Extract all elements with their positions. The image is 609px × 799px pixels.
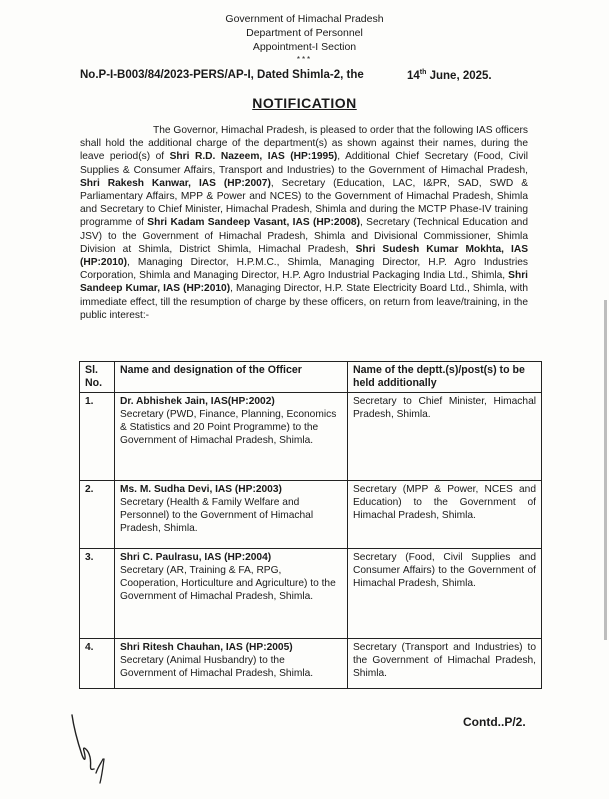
officer-designation: Secretary (AR, Training & FA, RPG, Cooperation, Horticulture and Agriculture) to the Government of Himachal Pradesh, Shimla. <box>120 565 336 602</box>
officer-designation: Secretary (PWD, Finance, Planning, Economics & Statistics and 20 Point Programme) to the Government of Himachal Pradesh, Shimla. <box>120 409 337 446</box>
row-sl: 4. <box>80 639 115 689</box>
officer-name: Ms. M. Sudha Devi, IAS (HP:2003) <box>120 484 282 495</box>
row-officer <box>115 393 348 481</box>
scan-edge-shadow <box>604 300 607 640</box>
table-header-row <box>80 362 542 393</box>
officer-name: Shri Ritesh Chauhan, IAS (HP:2005) <box>120 642 293 653</box>
header-stars: *** <box>296 55 313 64</box>
row-post: Secretary (Transport and Industries) to the Government of Himachal Pradesh, Shimla. <box>348 639 542 689</box>
row-officer <box>115 639 348 689</box>
row-sl: 1. <box>80 393 115 481</box>
table-row <box>80 481 542 549</box>
header-section: Appointment-I Section <box>252 41 357 53</box>
row-sl: 3. <box>80 549 115 639</box>
officer-designation: Secretary (Animal Husbandry) to the Government of Himachal Pradesh, Shimla. <box>120 655 314 679</box>
row-post: Secretary (MPP & Power, NCES and Education) to the Government of Himachal Pradesh, Shimla. <box>348 481 542 549</box>
table-row <box>80 393 542 481</box>
row-officer <box>115 481 348 549</box>
header-government: Government of Himachal Pradesh <box>225 13 384 25</box>
table-row <box>80 549 542 639</box>
table-row <box>80 639 542 689</box>
officer-name: Dr. Abhishek Jain, IAS(HP:2002) <box>120 396 275 407</box>
reference-line <box>80 69 492 82</box>
notification-title: NOTIFICATION <box>252 95 357 111</box>
row-officer <box>115 549 348 639</box>
header-officer: Name and designation of the Officer <box>115 362 348 393</box>
header-sl-no: Sl. No. <box>80 362 115 393</box>
charge-table <box>79 361 542 689</box>
signature-icon <box>66 709 126 789</box>
header-department: Department of Personnel <box>246 27 363 39</box>
row-sl: 2. <box>80 481 115 549</box>
header-post: Name of the deptt.(s)/post(s) to be held additionally <box>348 362 542 393</box>
reference-date: 14th June, 2025. <box>407 69 492 82</box>
notification-body: The Governor, Himachal Pradesh, is pleased to order that the following IAS officers shall hold the additional charge of the department(s) as shown against their names, during the leave period(s) of Shri R.D. Nazeem, IAS (HP:1995), Additional Chief Secretary (Food, Civil Supplies & Consumer Affairs, Transport and Industries) to the Government of Himachal Pradesh, Shri Rakesh Kanwar, IAS (HP:2007), Secretary (Education, LAC, I&PR, SAD, SWD & Parliamentary Affairs, MPP & Power and NCES) to the Government of Himachal Pradesh, Shimla and Secretary to Chief Minister, Himachal Pradesh, Shimla and during the MCTP Phase-IV training programme of Shri Kadam Sandeep Vasant, IAS (HP:2008), Secretary (Technical Education and JSV) to the Government of Himachal Pradesh, Shimla and Divisional Commissioner, Shimla Division at Shimla, District Shimla, Himachal Pradesh, Shri Sudesh Kumar Mokhta, IAS (HP:2010), Managing Director, H.P.M.C., Shimla, Managing Director, H.P. Agro Industries Corporation, Shimla and Managing Director, H.P. Agro Industrial Packaging India Ltd., Shimla, Shri Sandeep Kumar, IAS (HP:2010), Managing Director, H.P. State Electricity Board Ltd., Shimla, with immediate effect, till the resumption of charge by these officers, on return from leave/training, in the public interest:- <box>80 125 529 321</box>
officer-name: Shri C. Paulrasu, IAS (HP:2004) <box>120 552 272 563</box>
officer-designation: Secretary (Health & Family Welfare and Personnel) to the Government of Himachal Pradesh, Shimla. <box>120 497 314 534</box>
row-post: Secretary to Chief Minister, Himachal Pradesh, Shimla. <box>348 393 542 481</box>
row-post: Secretary (Food, Civil Supplies and Consumer Affairs) to the Government of Himachal Pradesh, Shimla. <box>348 549 542 639</box>
reference-number: No.P-I-B003/84/2023-PERS/AP-I, Dated Shimla-2, the <box>80 69 364 81</box>
continued-label: Contd..P/2. <box>463 715 526 729</box>
